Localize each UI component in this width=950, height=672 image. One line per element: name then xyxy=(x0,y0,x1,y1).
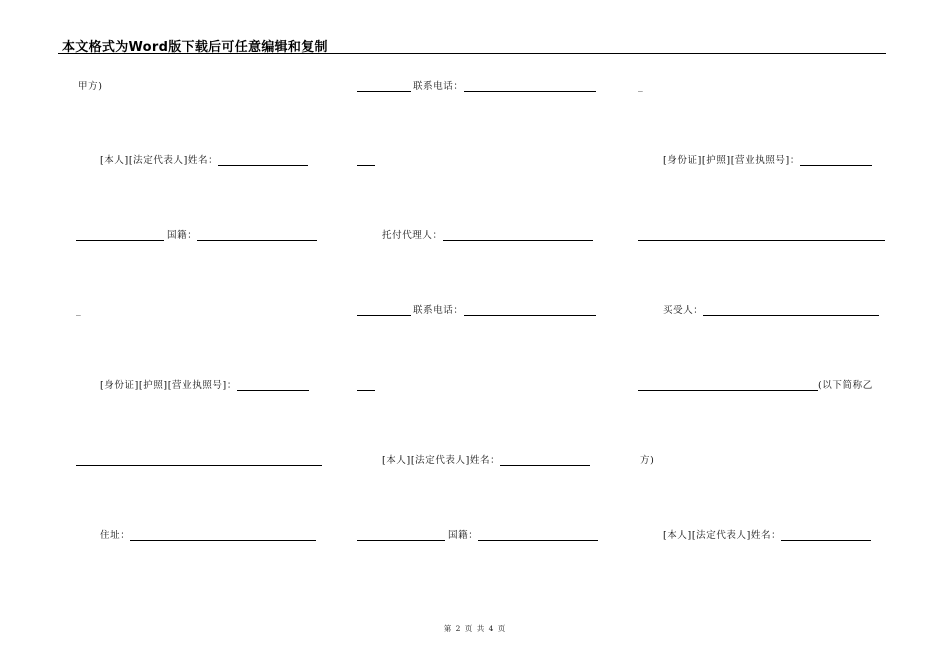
buyer-alias-row xyxy=(638,379,873,393)
middle-short-field-1[interactable] xyxy=(357,156,375,166)
party-a-id-continuation-field[interactable] xyxy=(76,456,322,466)
party-a-id-row xyxy=(100,379,309,393)
party-a-name-row xyxy=(100,154,308,168)
party-b-nationality-row xyxy=(357,529,598,543)
party-a-phone-label: 联系电话： xyxy=(413,81,464,92)
party-a-nationality-field[interactable] xyxy=(197,231,317,241)
agent-phone-prefix-field[interactable] xyxy=(357,306,411,316)
party-b-name-field[interactable] xyxy=(500,456,590,466)
page-number: 第 2 页 共 4 页 xyxy=(443,624,507,633)
party-b-suffix-row xyxy=(640,454,654,468)
party-a-agent-row xyxy=(382,229,593,243)
party-a-id-continuation-row xyxy=(76,454,322,468)
party-b-nationality-field[interactable] xyxy=(478,531,598,541)
party-a-agent-label: 托付代理人： xyxy=(382,230,443,241)
buyer-alias-field[interactable] xyxy=(638,381,818,391)
middle-blank-row-2 xyxy=(357,379,375,393)
party-a-address-row xyxy=(100,529,316,543)
agent-phone-label: 联系电话： xyxy=(413,305,464,316)
buyer-label: 买受人： xyxy=(663,305,704,316)
party-a-nationality-label: 国籍： xyxy=(167,230,198,241)
right-underscore-text: _ xyxy=(638,81,644,92)
party-a-id-field[interactable] xyxy=(237,381,309,391)
middle-blank-row-1 xyxy=(357,154,375,168)
right-underscore-row xyxy=(638,80,643,94)
buyer-rep-name-field[interactable] xyxy=(781,531,871,541)
agent-id-continuation-field[interactable] xyxy=(638,231,885,241)
party-a-blank-field[interactable] xyxy=(76,231,164,241)
party-a-name-label: [本人][法定代表人]姓名： xyxy=(100,155,219,166)
agent-id-row xyxy=(663,154,872,168)
middle-short-field-2[interactable] xyxy=(357,381,375,391)
party-b-blank-field[interactable] xyxy=(357,531,445,541)
agent-id-field[interactable] xyxy=(800,156,872,166)
party-a-phone-field[interactable] xyxy=(464,82,596,92)
party-a-agent-field[interactable] xyxy=(443,231,593,241)
party-a-phone-row xyxy=(357,80,596,94)
buyer-field[interactable] xyxy=(703,306,879,316)
party-b-nationality-label: 国籍： xyxy=(448,530,479,541)
header-divider xyxy=(58,53,886,54)
buyer-row xyxy=(663,304,879,318)
party-b-suffix-text: 方) xyxy=(640,455,655,466)
agent-phone-row xyxy=(357,304,596,318)
party-a-suffix xyxy=(78,80,103,94)
buyer-rep-name-label: [本人][法定代表人]姓名： xyxy=(663,530,782,541)
party-a-suffix-text: 甲方) xyxy=(78,81,103,92)
party-b-name-row xyxy=(382,454,590,468)
party-a-id-label: [身份证][护照][营业执照号]： xyxy=(100,380,237,391)
party-a-underscore-text: _ xyxy=(76,305,82,316)
party-a-underscore-row xyxy=(76,304,81,318)
party-a-name-field[interactable] xyxy=(218,156,308,166)
agent-phone-field[interactable] xyxy=(464,306,596,316)
buyer-alias-text: (以下简称乙 xyxy=(818,380,873,391)
buyer-rep-name-row xyxy=(663,529,871,543)
party-a-address-label: 住址： xyxy=(100,530,131,541)
party-a-address-field[interactable] xyxy=(130,531,316,541)
document-header-title: 本文格式为Word版下载后可任意编辑和复制 xyxy=(62,40,328,55)
party-a-nationality-row xyxy=(76,229,317,243)
party-a-phone-prefix-field[interactable] xyxy=(357,82,411,92)
party-b-name-label: [本人][法定代表人]姓名： xyxy=(382,455,501,466)
agent-id-label: [身份证][护照][营业执照号]： xyxy=(663,155,800,166)
agent-id-continuation-row xyxy=(638,229,885,243)
